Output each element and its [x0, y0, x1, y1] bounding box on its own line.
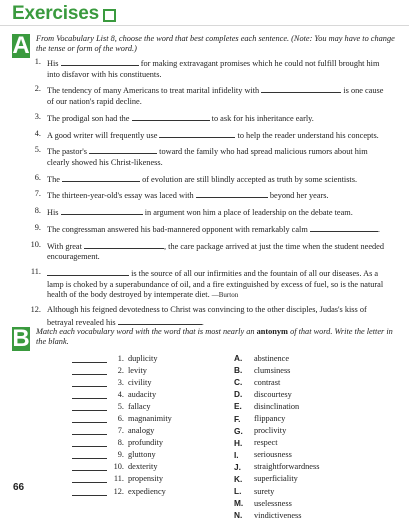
section-b-letter: B [12, 325, 30, 352]
answer-blank[interactable] [72, 438, 107, 447]
list-item: 5. fallacy [72, 400, 172, 412]
list-item: N. vindictiveness [234, 510, 302, 521]
answer-blank[interactable] [132, 112, 210, 121]
answer-blank[interactable] [84, 240, 164, 249]
list-item: 6. magnanimity [72, 412, 172, 424]
answer-blank[interactable] [72, 414, 107, 423]
answer-blank[interactable] [310, 223, 378, 232]
list-item: 11. is the source of all our infirmities and the fountain of all our diseases. As a lamp is choked by a superabundance of oil, and a fire extinguished by excess of fuel, so is the natural health of the body destroyed by intemperate diet. —Burton [30, 267, 384, 300]
answer-blank[interactable] [72, 354, 107, 363]
list-item: 3. The prodigal son had the to ask for his inheritance early. [34, 111, 314, 123]
answer-blank[interactable] [61, 57, 139, 66]
quote-attribution: —Burton [211, 291, 239, 300]
list-item: G. proclivity [234, 425, 287, 436]
answer-blank[interactable] [196, 189, 268, 198]
list-item: L. surety [234, 486, 275, 497]
answer-blank[interactable] [61, 206, 143, 215]
list-item: 11. propensity [72, 473, 172, 485]
answer-blank[interactable] [118, 316, 202, 325]
list-item: J. straightforwardness [234, 461, 320, 472]
answer-blank[interactable] [72, 390, 107, 399]
list-item: 9. gluttony [72, 449, 172, 461]
answer-blank[interactable] [72, 462, 107, 471]
vocabulary-word-list [72, 352, 172, 497]
list-item: D. discourtesy [234, 389, 292, 400]
answer-blank[interactable] [72, 378, 107, 387]
list-item: 8. profundity [72, 437, 172, 449]
section-b-instruction: Match each vocabulary word with the word that is most nearly an antonym of that word. Write the letter in the blank. [36, 327, 393, 346]
answer-blank[interactable] [72, 487, 107, 496]
list-item: B. clumsiness [234, 365, 291, 376]
answer-blank[interactable] [72, 474, 107, 483]
section-a-letter: A [12, 32, 30, 59]
answer-blank[interactable] [72, 450, 107, 459]
answer-blank[interactable] [47, 267, 129, 276]
list-item: 3. civility [72, 376, 172, 388]
answer-blank[interactable] [72, 366, 107, 375]
answer-blank[interactable] [72, 426, 107, 435]
page-number: 66 [13, 482, 25, 493]
header-divider [0, 25, 409, 26]
list-item: F. flippancy [234, 413, 286, 424]
list-item: 4. A good writer will frequently use to help the reader understand his concepts. [34, 128, 379, 140]
list-item: 12. expediency [72, 485, 172, 497]
list-item: 12. Although his feigned devotedness to Christ was convincing to the other disciples, Judas's kiss of betrayal revealed his . [30, 305, 367, 327]
list-item: A. abstinence [234, 353, 290, 364]
list-item: E. disinclination [234, 401, 300, 412]
list-item: 8. His in argument won him a place of leadership on the debate team. [34, 206, 353, 218]
list-item: 4. audacity [72, 388, 172, 400]
list-item: 5. The pastor's toward the family who had spread malicious rumors about him clearly showed his Christ-likeness. [34, 145, 368, 167]
answer-blank[interactable] [261, 84, 341, 93]
list-item: 1. His for making extravagant promises which he could not fulfill brought him into disfavor with his constituents. [34, 57, 380, 79]
page-header [12, 3, 116, 25]
list-item: 10. With great , the care package arrived at just the time when the student needed encouragement. [30, 239, 385, 262]
list-item: C. contrast [234, 377, 281, 388]
list-item: 6. The of evolution are still blindly accepted as truth by some scientists. [34, 172, 358, 184]
title-square-icon [103, 9, 116, 22]
section-a-instruction: From Vocabulary List 8, choose the word that best completes each sentence. (Note: You may have to change the tense or form of the word.) [36, 34, 395, 53]
list-item: 9. The congressman answered his bad-mannered opponent with remarkably calm . [34, 223, 380, 235]
list-item: 7. analogy [72, 425, 172, 437]
antonym-choice-list [234, 352, 319, 521]
list-item: K. superficiality [234, 473, 298, 484]
answer-blank[interactable] [62, 173, 140, 182]
section-a-items [28, 57, 390, 333]
list-item: M. uselessness [234, 498, 292, 509]
list-item: 1. duplicity [72, 352, 172, 364]
list-item: H. respect [234, 437, 278, 448]
answer-blank[interactable] [72, 402, 107, 411]
answer-blank[interactable] [159, 129, 235, 138]
list-item: 2. levity [72, 364, 172, 376]
list-item: 2. The tendency of many Americans to treat marital infidelity with is one cause of our nation's rapid decline. [34, 84, 384, 106]
list-item: 10. dexterity [72, 461, 172, 473]
answer-blank[interactable] [89, 145, 157, 154]
list-item: I. seriousness [234, 449, 292, 460]
list-item: 7. The thirteen-year-old's essay was laced with beyond her years. [34, 189, 329, 201]
page-title: Exercises [12, 3, 99, 24]
